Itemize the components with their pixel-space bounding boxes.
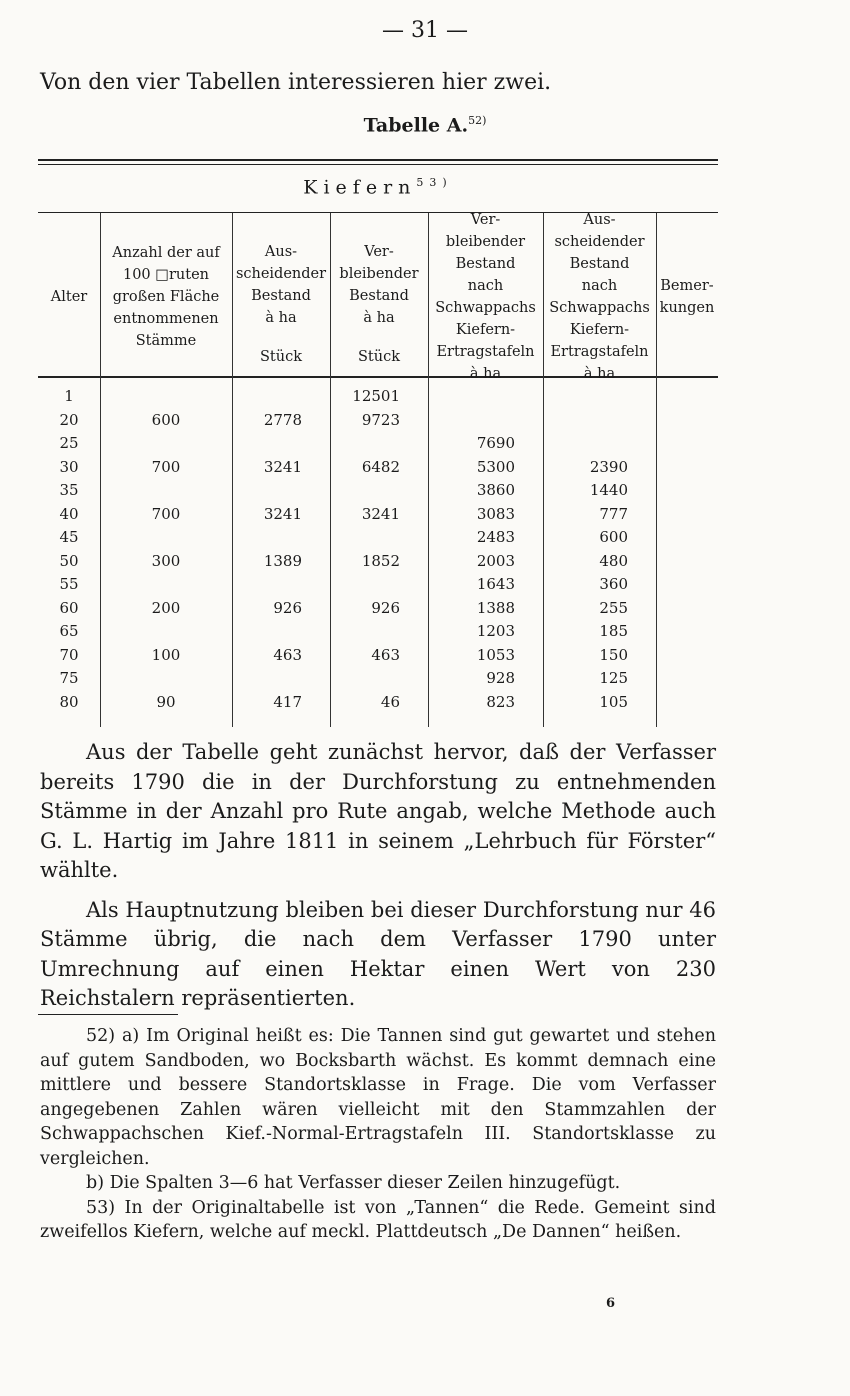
column-header-line: entnommenen bbox=[113, 311, 219, 327]
table-top-rule bbox=[38, 159, 718, 161]
table-cell: 150 bbox=[599, 645, 628, 664]
table-cell: 1388 bbox=[476, 598, 515, 617]
footnotes bbox=[40, 1024, 716, 1245]
table-title-text: Tabelle A. bbox=[363, 114, 469, 137]
table-cell: 600 bbox=[151, 410, 181, 429]
column-header-line: Kiefern- bbox=[455, 322, 516, 338]
table-cell: 105 bbox=[599, 692, 628, 711]
column-header-line: Bestand bbox=[251, 288, 311, 304]
table-cell: 480 bbox=[599, 551, 628, 570]
species-heading bbox=[38, 176, 718, 198]
column-header-line: Ertragstafeln bbox=[550, 344, 649, 360]
column-header-line: großen Fläche bbox=[112, 289, 220, 305]
intro-sentence: Von den vier Tabellen interessieren hier zwei. bbox=[40, 70, 552, 95]
column-header-line: Schwappachs bbox=[549, 300, 650, 316]
column-header-line: nach bbox=[467, 278, 504, 294]
table-cell: 255 bbox=[599, 598, 628, 617]
column-header-line: à ha bbox=[583, 366, 616, 382]
footnote-52: 52) a) Im Original heißt es: Die Tannen sind gut gewartet und stehen auf gutem Sandboden, wo Bocksbarth wächst. Es kommt demnach eine mittlere und bessere Standortsklasse in Frage. Die vom Verfasser angegebenen Zahlen wären vielleicht mit den Stammzahlen der Schwappachschen Kief.-Normal-Ertragstafeln III. Standortsklasse zu vergleichen. bbox=[40, 1026, 716, 1169]
table-cell: 2778 bbox=[263, 410, 302, 429]
column-header-line: Bemer- bbox=[660, 278, 714, 294]
column-header-line: kungen bbox=[659, 300, 715, 316]
table-cell: 1053 bbox=[476, 645, 515, 664]
column-header bbox=[232, 222, 330, 372]
table-cell: 90 bbox=[156, 692, 176, 711]
column-header-line: scheidender bbox=[235, 266, 327, 282]
table-cell: 3241 bbox=[263, 457, 302, 476]
table-cell: 3860 bbox=[476, 481, 515, 499]
table-cell: 1852 bbox=[361, 551, 400, 570]
table-cell: 5300 bbox=[476, 457, 515, 476]
table-cell: 185 bbox=[599, 622, 628, 640]
column-header-line: à ha bbox=[469, 366, 502, 382]
column-header bbox=[100, 222, 232, 372]
column-header-line: Bestand bbox=[569, 256, 630, 272]
column-header-line: Bestand bbox=[349, 288, 409, 304]
body-text bbox=[40, 738, 716, 1014]
footnote-53: 53) In der Originaltabelle ist von „Tannen“ die Rede. Gemeint sind zweifellos Kiefern, welche auf meckl. Plattdeutsch „De Dannen“ heißen. bbox=[40, 1197, 716, 1242]
table-cell: 7690 bbox=[476, 434, 515, 452]
species-footnote-ref: 53) bbox=[416, 176, 453, 189]
column-header-line: Schwappachs bbox=[435, 300, 536, 316]
row-age: 70 bbox=[59, 645, 79, 664]
column-header bbox=[543, 212, 656, 382]
table-cell: 100 bbox=[151, 645, 181, 664]
table-cell: 6482 bbox=[361, 457, 400, 476]
table-cell: 1389 bbox=[263, 551, 302, 570]
row-age: 1 bbox=[64, 387, 74, 405]
table-cell: 2390 bbox=[589, 457, 628, 476]
page-number: — 31 — bbox=[382, 18, 468, 43]
column-header-line: Anzahl der auf bbox=[112, 245, 220, 261]
table-cell: 200 bbox=[151, 598, 181, 617]
table-cell: 300 bbox=[151, 551, 181, 570]
row-age: 35 bbox=[59, 481, 79, 499]
column-header-line: nach bbox=[581, 278, 618, 294]
column-header-line: 100 □ruten bbox=[122, 267, 209, 283]
row-age: 75 bbox=[59, 669, 79, 687]
column-header bbox=[38, 222, 100, 372]
paragraph-2: Als Hauptnutzung bleiben bei dieser Durchforstung nur 46 Stämme übrig, die nach dem Verfasser 1790 unter Umrechnung auf einen Hektar einen Wert von 230 Reichstalern repräsentierten. bbox=[40, 897, 716, 1010]
column-header-line: à ha bbox=[265, 310, 297, 326]
row-age: 65 bbox=[59, 622, 79, 640]
table-title-footnote-ref: 52) bbox=[468, 114, 487, 127]
table-cell: 2003 bbox=[476, 551, 515, 570]
signature-mark: 6 bbox=[606, 1296, 616, 1311]
table-cell: 823 bbox=[486, 692, 515, 711]
column-header-line: Bestand bbox=[455, 256, 516, 272]
row-age: 60 bbox=[59, 598, 79, 617]
column-header-line: Stämme bbox=[135, 333, 197, 349]
table-cell: 926 bbox=[371, 598, 400, 617]
table-cell: 463 bbox=[371, 645, 400, 664]
table-cell: 2483 bbox=[476, 528, 515, 546]
column-header-line: Alter bbox=[50, 289, 88, 305]
table-cell: 926 bbox=[273, 598, 302, 617]
column-header-line: à ha bbox=[363, 310, 395, 326]
table-cell: 777 bbox=[599, 504, 628, 523]
row-age: 80 bbox=[59, 692, 79, 711]
table-cell: 417 bbox=[273, 692, 302, 711]
row-age: 20 bbox=[59, 410, 79, 429]
table-cell: 3241 bbox=[361, 504, 400, 523]
table-cell: 1203 bbox=[476, 622, 515, 640]
table-cell: 3083 bbox=[476, 504, 515, 523]
table-top-rule-thin bbox=[38, 164, 718, 165]
table-cell: 1643 bbox=[476, 575, 515, 593]
column-header-line: bleibender bbox=[339, 266, 419, 282]
table-cell: 600 bbox=[599, 528, 628, 546]
row-age: 25 bbox=[59, 434, 79, 452]
table-cell: 125 bbox=[599, 669, 628, 687]
table-cell: 46 bbox=[380, 692, 400, 711]
table-title bbox=[0, 114, 850, 136]
table-cell: 1440 bbox=[589, 481, 628, 499]
species-label: Kiefern bbox=[303, 176, 417, 199]
column-header-unit: Stück bbox=[357, 349, 400, 365]
column-header-line: scheidender bbox=[554, 234, 645, 250]
table-cell: 360 bbox=[599, 575, 628, 593]
row-age: 45 bbox=[59, 528, 79, 546]
column-header-line: bleibender bbox=[445, 234, 526, 250]
column-header-line: Aus- bbox=[264, 244, 298, 260]
column-header bbox=[428, 212, 543, 382]
table-cell: 3241 bbox=[263, 504, 302, 523]
table-cell: 9723 bbox=[361, 410, 400, 429]
table-cell: 928 bbox=[486, 669, 515, 687]
column-header-line: Kiefern- bbox=[569, 322, 630, 338]
row-age: 30 bbox=[59, 457, 79, 476]
column-header-unit: Stück bbox=[259, 349, 302, 365]
footnote-rule bbox=[38, 1014, 178, 1015]
table-cell: 700 bbox=[151, 504, 181, 523]
footnote-52b: b) Die Spalten 3—6 hat Verfasser dieser Zeilen hinzugefügt. bbox=[86, 1173, 621, 1193]
column-header-line: Aus- bbox=[583, 212, 616, 228]
column-header bbox=[656, 222, 718, 372]
column-header-line: Ertragstafeln bbox=[436, 344, 535, 360]
row-age: 55 bbox=[59, 575, 79, 593]
column-header-line: Ver- bbox=[364, 244, 394, 260]
table-cell: 463 bbox=[273, 645, 302, 664]
row-age: 50 bbox=[59, 551, 79, 570]
table-cell: 12501 bbox=[352, 387, 400, 405]
paragraph-1: Aus der Tabelle geht zunächst hervor, daß der Verfasser bereits 1790 die in der Durchforstung zu entnehmenden Stämme in der Anzahl pro Rute angab, welche Methode auch G. L. Hartig im Jahre 1811 in seinem „Lehrbuch für Förster“ wählte. bbox=[40, 740, 716, 882]
column-header bbox=[330, 222, 428, 372]
row-age: 40 bbox=[59, 504, 79, 523]
table-cell: 700 bbox=[151, 457, 181, 476]
column-header-line: Ver- bbox=[470, 212, 501, 228]
